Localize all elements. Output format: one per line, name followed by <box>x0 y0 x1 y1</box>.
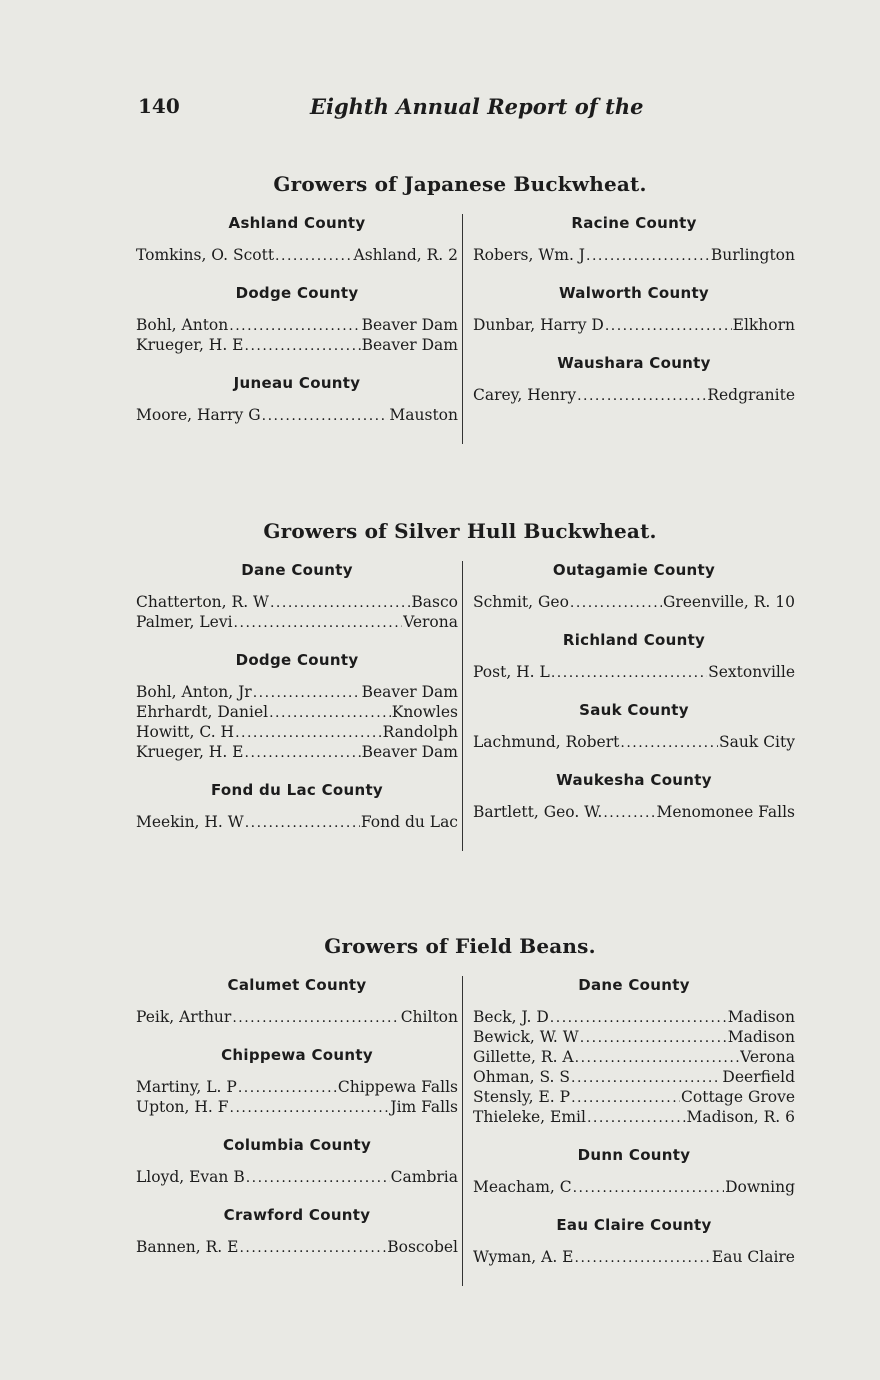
county-heading: Dane County <box>241 561 353 579</box>
dot-leader <box>570 594 662 613</box>
dot-leader <box>575 1049 739 1068</box>
grower-list <box>136 246 458 266</box>
grower-list <box>473 386 795 406</box>
county-heading: Walworth County <box>558 284 710 302</box>
county-heading: Juneau County <box>233 374 361 392</box>
dot-leader <box>239 1239 386 1258</box>
grower-entry <box>473 1068 795 1088</box>
grower-entry <box>136 613 458 633</box>
grower-list <box>136 316 458 356</box>
grower-location: Beaver Dam <box>361 316 458 334</box>
dot-leader <box>551 664 707 683</box>
grower-name: Beck, J. D <box>473 1008 549 1026</box>
dot-leader <box>620 734 718 753</box>
grower-entry <box>473 803 795 823</box>
grower-list <box>136 406 458 426</box>
grower-name: Lloyd, Evan B <box>136 1168 245 1186</box>
grower-location: Cottage Grove <box>681 1088 795 1106</box>
grower-entry <box>136 1168 458 1188</box>
dot-leader <box>234 614 403 633</box>
grower-list <box>473 246 795 266</box>
grower-location: Boscobel <box>387 1238 458 1256</box>
grower-list <box>473 593 795 613</box>
dot-leader <box>238 1079 337 1098</box>
grower-name: Thieleke, Emil <box>473 1108 586 1126</box>
grower-location: Downing <box>725 1178 795 1196</box>
grower-name: Wyman, A. E <box>473 1248 574 1266</box>
county-heading: Outagamie County <box>552 561 716 579</box>
grower-list <box>473 733 795 753</box>
grower-location: Beaver Dam <box>361 683 458 701</box>
county-heading: Eau Claire County <box>556 1216 712 1234</box>
grower-location: Knowles <box>391 703 458 721</box>
dot-leader <box>245 744 361 763</box>
page-number: 140 <box>138 94 180 118</box>
section-silver-hull-buckwheat <box>136 519 795 851</box>
grower-location: Elkhorn <box>732 316 795 334</box>
dot-leader <box>230 1099 390 1118</box>
grower-location: Deerfield <box>722 1068 795 1086</box>
grower-location: Burlington <box>710 246 795 264</box>
grower-name: Post, H. L <box>473 663 550 681</box>
dot-leader <box>603 804 655 823</box>
grower-location: Ashland, R. 2 <box>353 246 458 264</box>
grower-name: Krueger, H. E <box>136 336 244 354</box>
left-column <box>136 976 463 1286</box>
grower-location: Beaver Dam <box>361 336 458 354</box>
grower-list <box>136 1008 458 1028</box>
county-heading: Dunn County <box>577 1146 691 1164</box>
dot-leader <box>232 1009 399 1028</box>
grower-name: Dunbar, Harry D <box>473 316 604 334</box>
grower-entry <box>473 1088 795 1108</box>
grower-entry <box>473 663 795 683</box>
grower-list <box>473 316 795 336</box>
county-heading: Waukesha County <box>556 771 712 789</box>
grower-entry <box>473 593 795 613</box>
county-heading: Richland County <box>562 631 706 649</box>
dot-leader <box>550 1009 727 1028</box>
grower-name: Bohl, Anton <box>136 316 229 334</box>
grower-entry <box>136 1078 458 1098</box>
grower-entry <box>473 246 795 266</box>
grower-entry <box>136 703 458 723</box>
county-heading: Dane County <box>578 976 690 994</box>
grower-location: Cambria <box>390 1168 458 1186</box>
grower-location: Madison <box>727 1008 795 1026</box>
grower-location: Verona <box>403 613 458 631</box>
grower-list <box>473 803 795 823</box>
grower-name: Bannen, R. E <box>136 1238 239 1256</box>
dot-leader <box>575 1249 711 1268</box>
left-column <box>136 561 463 851</box>
dot-leader <box>269 704 391 723</box>
grower-name: Ohman, S. S <box>473 1068 571 1086</box>
dot-leader <box>270 594 410 613</box>
section-title: Growers of Japanese Buckwheat. <box>273 172 647 196</box>
dot-leader <box>275 247 352 266</box>
grower-entry <box>136 723 458 743</box>
columns <box>136 214 795 444</box>
grower-list <box>473 1008 795 1128</box>
grower-list <box>473 1178 795 1198</box>
grower-list <box>136 813 458 833</box>
left-column <box>136 214 463 444</box>
dot-leader <box>262 407 389 426</box>
grower-location: Menomonee Falls <box>656 803 795 821</box>
running-title: Eighth Annual Report of the <box>310 94 644 119</box>
right-column <box>463 561 795 851</box>
dot-leader <box>235 724 382 743</box>
grower-location: Randolph <box>382 723 458 741</box>
grower-entry <box>136 336 458 356</box>
grower-list <box>136 1238 458 1258</box>
section-japanese-buckwheat <box>136 172 795 444</box>
columns <box>136 976 795 1286</box>
grower-name: Tomkins, O. Scott <box>136 246 275 264</box>
grower-name: Carey, Henry <box>473 386 577 404</box>
grower-list <box>136 683 458 763</box>
grower-entry <box>473 1048 795 1068</box>
grower-entry <box>136 1008 458 1028</box>
dot-leader <box>245 814 360 833</box>
county-heading: Dodge County <box>235 651 359 669</box>
county-heading: Calumet County <box>227 976 367 994</box>
grower-name: Upton, H. F <box>136 1098 229 1116</box>
columns <box>136 561 795 851</box>
grower-location: Jim Falls <box>390 1098 458 1116</box>
grower-list <box>136 1168 458 1188</box>
grower-entry <box>473 386 795 406</box>
county-heading: Ashland County <box>228 214 366 232</box>
grower-entry <box>473 1008 795 1028</box>
grower-name: Bartlett, Geo. W. <box>473 803 603 821</box>
grower-location: Eau Claire <box>711 1248 795 1266</box>
grower-name: Schmit, Geo <box>473 593 569 611</box>
dot-leader <box>245 337 361 356</box>
grower-entry <box>473 733 795 753</box>
right-column <box>463 214 795 444</box>
grower-location: Verona <box>740 1048 795 1066</box>
county-heading: Racine County <box>571 214 697 232</box>
grower-entry <box>473 1028 795 1048</box>
grower-entry <box>136 1098 458 1118</box>
county-heading: Sauk County <box>579 701 689 719</box>
dot-leader <box>246 1169 390 1188</box>
dot-leader <box>577 387 706 406</box>
running-head <box>138 94 820 124</box>
grower-list <box>473 663 795 683</box>
grower-entry <box>136 593 458 613</box>
grower-location: Sextonville <box>708 663 795 681</box>
grower-entry <box>473 316 795 336</box>
grower-entry <box>136 406 458 426</box>
dot-leader <box>229 317 360 336</box>
dot-leader <box>586 247 710 266</box>
county-heading: Chippewa County <box>221 1046 373 1064</box>
dot-leader <box>587 1109 686 1128</box>
grower-entry <box>136 743 458 763</box>
grower-name: Moore, Harry G <box>136 406 261 424</box>
grower-name: Krueger, H. E <box>136 743 244 761</box>
grower-name: Bohl, Anton, Jr <box>136 683 252 701</box>
grower-entry <box>473 1178 795 1198</box>
county-heading: Columbia County <box>222 1136 372 1154</box>
grower-location: Beaver Dam <box>361 743 458 761</box>
grower-name: Palmer, Levi <box>136 613 233 631</box>
right-column <box>463 976 795 1286</box>
grower-location: Basco <box>411 593 458 611</box>
grower-location: Mauston <box>389 406 458 424</box>
dot-leader <box>580 1029 727 1048</box>
dot-leader <box>571 1089 680 1108</box>
grower-name: Gillette, R. A <box>473 1048 574 1066</box>
grower-name: Meacham, C <box>473 1178 572 1196</box>
county-heading: Fond du Lac County <box>210 781 384 799</box>
dot-leader <box>571 1069 721 1088</box>
grower-name: Robers, Wm. J <box>473 246 586 264</box>
section-field-beans <box>136 934 795 1286</box>
grower-entry <box>136 813 458 833</box>
grower-name: Bewick, W. W <box>473 1028 579 1046</box>
grower-name: Howitt, C. H <box>136 723 235 741</box>
grower-location: Fond du Lac <box>360 813 458 831</box>
grower-name: Peik, Arthur <box>136 1008 232 1026</box>
grower-location: Redgranite <box>707 386 795 404</box>
grower-entry <box>473 1108 795 1128</box>
county-heading: Dodge County <box>235 284 359 302</box>
dot-leader <box>605 317 732 336</box>
section-title: Growers of Field Beans. <box>324 934 596 958</box>
grower-name: Martiny, L. P <box>136 1078 237 1096</box>
dot-leader <box>253 684 361 703</box>
grower-name: Lachmund, Robert <box>473 733 620 751</box>
grower-location: Chilton <box>400 1008 458 1026</box>
grower-entry <box>136 1238 458 1258</box>
grower-name: Ehrhardt, Daniel <box>136 703 269 721</box>
grower-location: Madison, R. 6 <box>686 1108 795 1126</box>
county-heading: Crawford County <box>223 1206 371 1224</box>
grower-entry <box>136 246 458 266</box>
dot-leader <box>573 1179 725 1198</box>
grower-list <box>136 593 458 633</box>
section-title: Growers of Silver Hull Buckwheat. <box>263 519 657 543</box>
grower-location: Madison <box>727 1028 795 1046</box>
grower-list <box>473 1248 795 1268</box>
grower-name: Meekin, H. W <box>136 813 244 831</box>
county-heading: Waushara County <box>557 354 711 372</box>
grower-name: Stensly, E. P <box>473 1088 571 1106</box>
grower-entry <box>136 683 458 703</box>
grower-entry <box>136 316 458 336</box>
grower-list <box>136 1078 458 1118</box>
grower-name: Chatterton, R. W <box>136 593 269 611</box>
grower-location: Chippewa Falls <box>337 1078 458 1096</box>
grower-entry <box>473 1248 795 1268</box>
grower-location: Greenville, R. 10 <box>662 593 795 611</box>
grower-location: Sauk City <box>719 733 795 751</box>
